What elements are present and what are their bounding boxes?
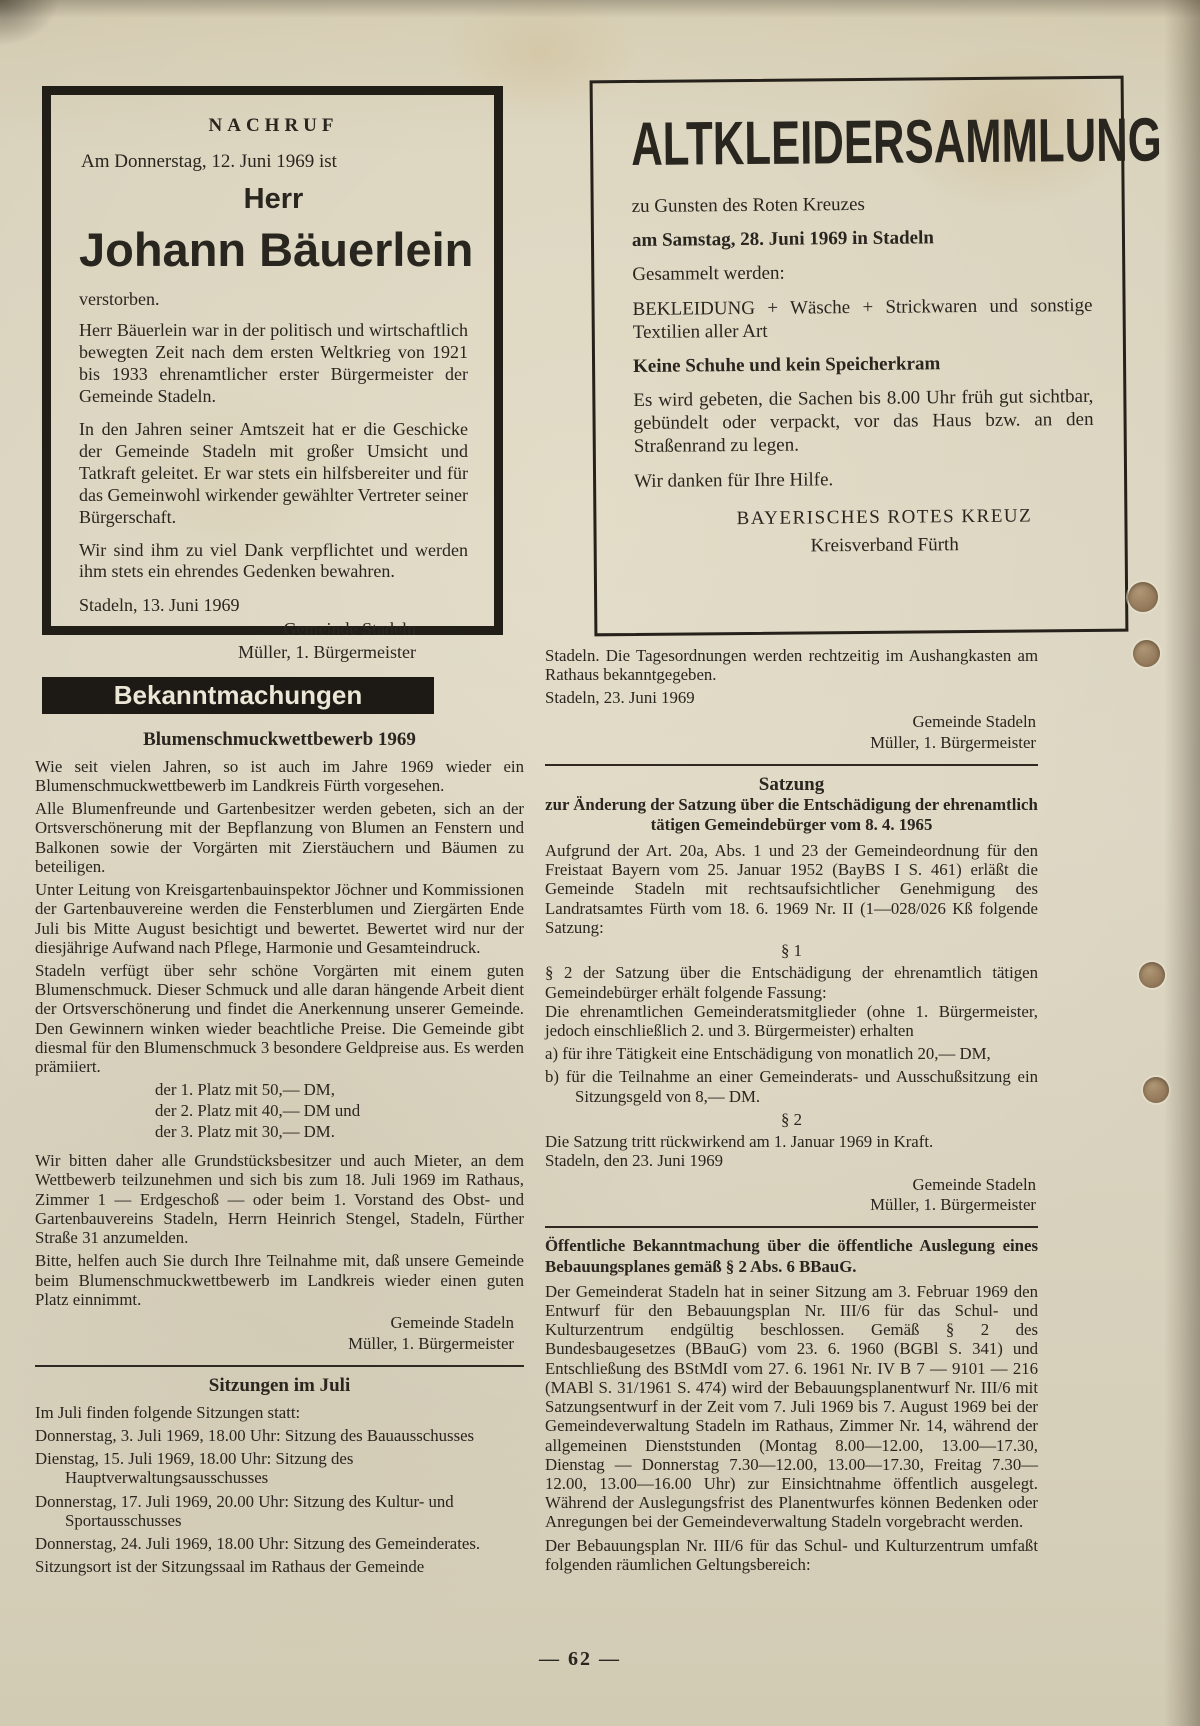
page-right-edge — [1164, 0, 1200, 1726]
ad-exclusion-line: Keine Schuhe und kein Speicherkram — [632, 353, 941, 377]
section-divider — [545, 764, 1038, 766]
flower-contest-paragraph: Alle Blumenfreunde und Gartenbesitzer werden gebeten, sich an der Ortsverschönerung mit der Bepflanzung von Blumen an Fenstern und Balkonen sowie der Vorgärten mit Zierstäuchern und Bäumen zu beteiligen. — [35, 799, 524, 876]
punch-hole — [1133, 640, 1160, 667]
flower-contest-heading: Blumenschmuckwettbewerb 1969 — [143, 729, 416, 750]
obituary-salutation: Herr — [243, 183, 304, 215]
ad-items-line: BEKLEIDUNG + Wäsche + Strickwaren und sonstige Textilien aller Art — [632, 294, 1093, 343]
ad-title-wrap — [630, 106, 1163, 180]
left-column — [35, 724, 524, 1580]
statute-section-1-intro: § 2 der Satzung über die Entschädigung der ehrenamtlich tätigen Gemeindebürger erhält folgende Fassung: — [545, 963, 1038, 1002]
flower-contest-paragraph: Wie seit vielen Jahren, so ist auch im Jahre 1969 wieder ein Blumenschmuckwettbewerb im Landkreis Fürth vorgesehen. — [35, 756, 524, 795]
ad-title: ALTKLEIDERSAMMLUNG — [630, 106, 1163, 180]
obituary-deceased-word: verstorben. — [79, 289, 160, 309]
meetings-heading: Sitzungen im Juli — [208, 1374, 351, 1396]
prize-list — [155, 1080, 524, 1143]
obituary-title: NACHRUF — [208, 115, 339, 136]
obituary-signature — [79, 618, 468, 663]
meetings-intro: Im Juli finden folgende Sitzungen statt: — [35, 1402, 301, 1422]
meeting-entry: Donnerstag, 24. Juli 1969, 18.00 Uhr: Sitzung des Gemeinderates. — [35, 1533, 481, 1553]
meeting-entry: Donnerstag, 3. Juli 1969, 18.00 Uhr: Sitzung des Bauausschusses — [35, 1425, 475, 1445]
obituary-paragraph: Wir sind ihm zu viel Dank verpflichtet und werden ihm stets ein ehrendes Gedenken bewahren. — [79, 539, 468, 582]
statute-intro: Aufgrund der Art. 20a, Abs. 1 und 23 der Gemeindeordnung für den Freistaat Bayern vom 25. Januar 1952 (BayBS I S. 461) erläßt die Gemeinde Stadeln mit rechtsaufsichtlicher Genehmigung des Landratsamtes Fürth vom 18. 6. 1969 Nr. II (1—028/026 Kß folgende Satzung: — [545, 841, 1038, 937]
obituary-date-line: Am Donnerstag, 12. Juni 1969 ist — [81, 151, 337, 172]
prize-item: der 1. Platz mit 50,— DM, — [155, 1080, 335, 1100]
continuation-date: Stadeln, 23. Juni 1969 — [545, 688, 695, 708]
flower-contest-paragraph: Stadeln verfügt über sehr schöne Vorgärten mit einem guten Blumenschmuck. Dieser Schmuck und alle daran hängende Arbeit dient der Ortsverschönerung und findet die Anerkennung unserer Gemeinde. Den Gewinnern winken wieder beachtliche Preise. Die Gemeinde gibt diesmal für den Blumenschmuck 3 besondere Geldpreise aus. Es werden prämiiert. — [35, 960, 524, 1077]
prize-item: der 3. Platz mit 30,— DM. — [155, 1122, 335, 1142]
building-plan-paragraph: Der Gemeinderat Stadeln hat in seiner Sitzung am 3. Februar 1969 den Entwurf für den Bebauungsplan Nr. III/6 für das Schul- und Kulturzentrum endgültig beschlossen. Gemäß § 2 des Bundesbaugesetzes (BBauG) vom 23. 6. 1960 (BGBl S. 341) und Entschließung des BStMdI vom 27. 6. 1961 Nr. IV B 7 — 9101 — 216 (MABl S. 31/1961 S. 474) wird der Bebauungsplanentwurf Nr. III/6 mit Satzungsentwurf in der Zeit vom 7. Juli 1969 bis 7. August 1969 bei der Gemeindeverwaltung Stadeln im Rathaus, Zimmer Nr. 14, während der allgemeinen Dienststunden (Montag 8.00—12.00, 13.00—17.30, Dienstag — Donnerstag 7.30—12.00, 13.00—17.30, Freitag 7.30—12.00, 13.00—16.00 Uhr) zur Einsichtnahme öffentlich ausgelegt. Während der Auslegungsfrist des Planentwurfes können Bedenken oder Anregungen bei der Gemeindeverwaltung Stadeln vorgebracht werden. — [545, 1281, 1038, 1532]
section-divider — [545, 1226, 1038, 1228]
statute-subheading: zur Änderung der Satzung über die Entschädigung der ehrenamtlich tätigen Gemeindebürger vom 8. 4. 1965 — [545, 795, 1038, 835]
scan-corner-shadow — [0, 0, 60, 46]
signature-person: Müller, 1. Bürgermeister — [238, 641, 416, 662]
signature-org: Gemeinde Stadeln — [912, 711, 1036, 731]
statute-item-a: a) für ihre Tätigkeit eine Entschädigung von monatlich 20,— DM, — [545, 1044, 991, 1064]
statute-section-2-text: Die Satzung tritt rückwirkend am 1. Januar 1969 in Kraft. — [545, 1132, 934, 1152]
signature-person: Müller, 1. Bürgermeister — [870, 732, 1036, 752]
building-plan-paragraph: Der Bebauungsplan Nr. III/6 für das Schul- und Kulturzentrum umfaßt folgenden räumlichen Geltungsbereich: — [545, 1535, 1038, 1574]
statute-date: Stadeln, den 23. Juni 1969 — [545, 1151, 724, 1171]
statute-heading: Satzung — [758, 773, 825, 795]
statute-section-1-body: Die ehrenamtlichen Gemeinderatsmitglieder (ohne 1. Bürgermeister, jedoch einschließlich 2. und 3. Bürgermeister) erhalten — [545, 1001, 1038, 1040]
obituary-paragraph: Herr Bäuerlein war in der politisch und wirtschaftlich bewegten Zeit nach dem ersten Weltkrieg von 1921 bis 1933 ehrenamtlicher erster Bürgermeister der Gemeinde Stadeln. — [79, 319, 468, 406]
statute-section-1-label: § 1 — [781, 941, 802, 961]
punch-hole — [1139, 962, 1165, 988]
bekanntmachungen-bar-label: Bekanntmachungen — [113, 680, 363, 710]
section-divider — [35, 1365, 524, 1367]
ad-date-line: am Samstag, 28. Juni 1969 in Stadeln — [631, 227, 935, 252]
ad-collected-intro: Gesammelt werden: — [632, 262, 785, 286]
ad-organization-sub: Kreisverband Fürth — [810, 533, 959, 557]
statute-signature — [545, 1175, 1038, 1217]
clothes-collection-ad — [590, 76, 1163, 637]
meeting-entry: Donnerstag, 17. Juli 1969, 20.00 Uhr: Sitzung des Kultur- und Sportausschusses — [35, 1491, 454, 1530]
statute-item-b: b) für die Teilnahme an einer Gemeinderats- und Ausschußsitzung ein Sitzungsgeld von 8,— DM. — [545, 1067, 1038, 1106]
meetings-footer: Sitzungsort ist der Sitzungssaal im Rathaus der Gemeinde — [35, 1557, 425, 1577]
scan-top-shadow — [0, 0, 1200, 20]
continuation-signature — [545, 712, 1038, 754]
flower-contest-signature — [35, 1313, 524, 1355]
obituary-paragraph: In den Jahren seiner Amtszeit hat er die Geschicke der Gemeinde Stadeln mit großer Umsicht und Tatkraft geleitet. Er war stets ein hilfsbereiter und für das Gemeinwohl wirkender gewählter Vertreter seiner Bürgerschaft. — [79, 418, 469, 527]
punch-hole — [1128, 582, 1158, 612]
signature-org: Gemeinde Stadeln — [283, 619, 416, 640]
right-column — [545, 646, 1038, 1578]
building-plan-heading: Öffentliche Bekanntmachung über die öffentliche Auslegung eines Bebauungsplanes gemäß § 2 Abs. 6 BBauG. — [545, 1236, 1038, 1276]
meeting-entry: Dienstag, 15. Juli 1969, 18.00 Uhr: Sitzung des Hauptverwaltungsausschusses — [35, 1449, 354, 1488]
obituary-notice — [42, 86, 503, 662]
continuation-text: Stadeln. Die Tagesordnungen werden rechtzeitig im Aushangkasten am Rathaus bekanntgegeben. — [545, 646, 1038, 685]
obituary-deceased-name: Johann Bäuerlein — [79, 223, 474, 276]
page-number — [0, 1648, 1160, 1671]
signature-org: Gemeinde Stadeln — [390, 1312, 514, 1332]
ad-instructions: Es wird gebeten, die Sachen bis 8.00 Uhr früh gut sichtbar, gebündelt oder verpackt, vor das Haus bzw. an den Straßenrand zu legen. — [633, 385, 1094, 458]
ad-organization: BAYERISCHES ROTES KREUZ — [736, 505, 1033, 529]
ad-thanks-line: Wir danken für Ihre Hilfe. — [633, 468, 834, 492]
prize-item: der 2. Platz mit 40,— DM und — [155, 1101, 361, 1121]
obituary-place-date: Stadeln, 13. Juni 1969 — [79, 595, 240, 616]
flower-contest-paragraph: Wir bitten daher alle Grundstücksbesitzer und auch Mieter, an dem Wettbewerb teilzunehmen und sich bis zum 18. Juli 1969 im Rathaus, Zimmer 1 — Erdgeschoß — oder beim 1. Vorstand des Obst- und Gartenbauvereins Stadeln, Herrn Heinrich Stengel, Stadeln, Fürther Straße 31 anzumelden. — [35, 1151, 524, 1248]
flower-contest-paragraph: Unter Leitung von Kreisgartenbauinspektor Jöchner und Kommissionen der Gartenbauvereine werden die Fensterblumen und Ziergärten Ende Juli bis Mitte August besichtigt und bewertet. Bewertet wird nur der diesjährige Aufwand nach Pflege, Harmonie und Gesamteindruck. — [35, 880, 524, 957]
ad-benefit-line: zu Gunsten des Roten Kreuzes — [631, 193, 865, 217]
flower-contest-paragraph: Bitte, helfen auch Sie durch Ihre Teilnahme mit, daß unsere Gemeinde beim Blumenschmuckwettbewerb im Landkreis wieder einen guten Platz einnimmt. — [35, 1251, 524, 1309]
page-number-label: — 62 — — [539, 1648, 621, 1670]
statute-section-2-label: § 2 — [781, 1109, 802, 1129]
signature-org: Gemeinde Stadeln — [912, 1174, 1036, 1194]
bekanntmachungen-bar — [42, 677, 434, 714]
signature-person: Müller, 1. Bürgermeister — [870, 1195, 1036, 1215]
signature-person: Müller, 1. Bürgermeister — [348, 1333, 514, 1353]
